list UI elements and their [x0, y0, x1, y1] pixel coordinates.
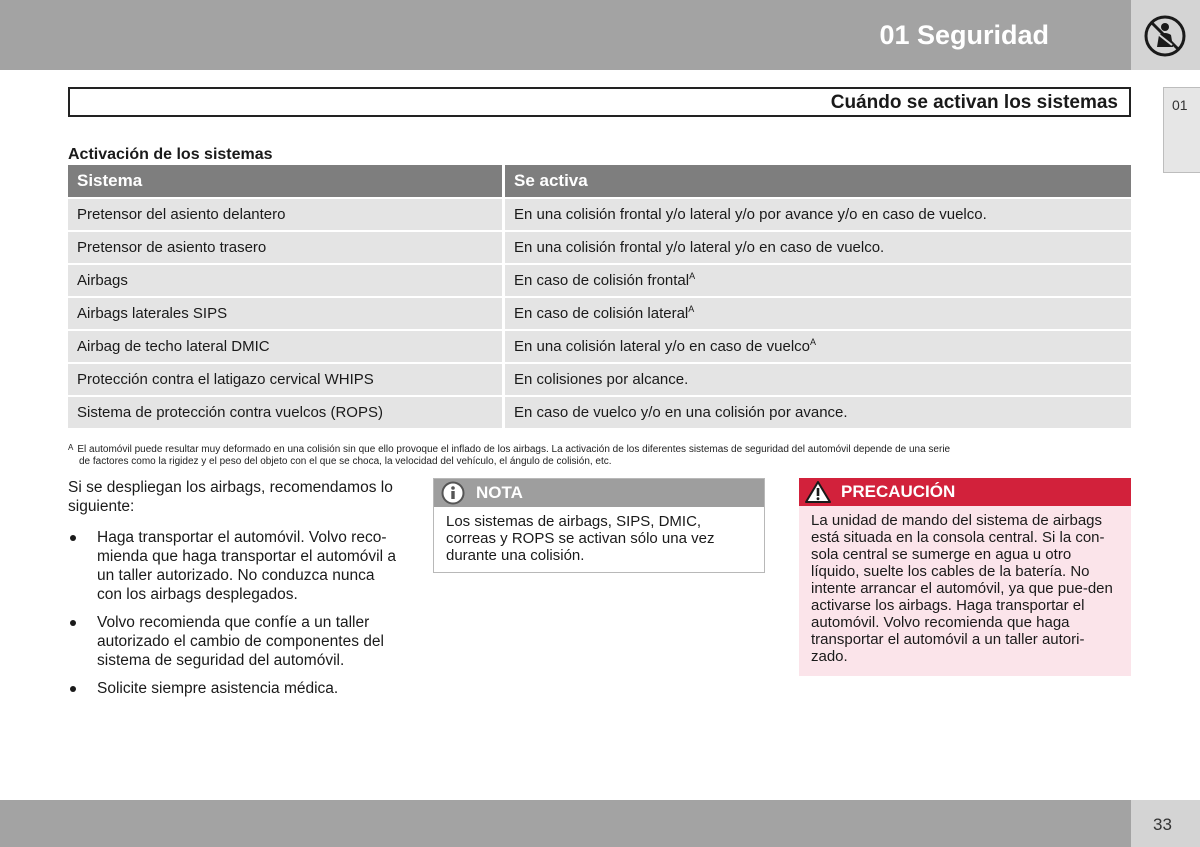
activation-text: En caso de vuelco y/o en una colisión por avance. [514, 404, 848, 421]
activation-cell [505, 263, 1131, 296]
system-cell: Airbags [68, 263, 505, 296]
system-cell: Airbags laterales SIPS [68, 296, 505, 329]
footnote-line-1: El automóvil puede resultar muy deformado en una colisión sin que ello provoque el inflado de los airbags. La activación de los diferentes sistemas de seguridad del automóvil depende de una serie [77, 444, 951, 455]
system-cell: Protección contra el latigazo cervical WHIPS [68, 362, 505, 395]
note-box [433, 478, 765, 573]
footer-bar [0, 800, 1131, 847]
activation-cell [505, 395, 1131, 428]
list-item: Volvo recomienda que confíe a un taller autorizado el cambio de componentes del sistema de seguridad del automóvil. [68, 613, 403, 670]
table-row [68, 329, 1131, 362]
warning-header [799, 478, 1131, 506]
activation-text: En caso de colisión lateral [514, 305, 689, 322]
system-cell: Pretensor de asiento trasero [68, 230, 505, 263]
warning-box [799, 478, 1131, 676]
activation-cell [505, 197, 1131, 230]
systems-table [68, 165, 1131, 428]
footnote-ref: A [689, 271, 696, 281]
note-header [434, 479, 764, 507]
system-cell: Sistema de protección contra vuelcos (ROPS) [68, 395, 505, 428]
info-icon [440, 481, 466, 505]
side-tab-label: 01 [1172, 97, 1188, 113]
intro-section [68, 478, 403, 707]
system-cell: Airbag de techo lateral DMIC [68, 329, 505, 362]
activation-text: En caso de colisión frontal [514, 272, 690, 289]
warning-text: La unidad de mando del sistema de airbags está situada en la consola central. Si la con-sola central se sumerge en agua u otro líquido, suelte los cables de la batería. No intente arrancar el automóvil, ya que pue-den activarse los airbags. Haga transportar el automóvil. Volvo recomienda que haga transportar el automóvil a un taller autori-zado. [811, 512, 1113, 665]
recommendation-list [68, 528, 403, 698]
activation-text: En colisiones por alcance. [514, 371, 689, 388]
activation-cell [505, 362, 1131, 395]
warning-triangle-icon [804, 480, 832, 504]
column-header-activation: Se activa [505, 165, 1131, 197]
activation-text: En una colisión frontal y/o lateral y/o por avance y/o en caso de vuelco. [514, 206, 987, 223]
table-row [68, 362, 1131, 395]
seatbelt-warning-icon [1143, 14, 1187, 58]
list-item: Haga transportar el automóvil. Volvo reco-mienda que haga transportar el automóvil a un taller autorizado. No conduzca nunca con los airbags desplegados. [68, 528, 403, 604]
system-cell: Pretensor del asiento delantero [68, 197, 505, 230]
table-row [68, 263, 1131, 296]
note-title: NOTA [476, 483, 523, 502]
table-row [68, 197, 1131, 230]
footnote-ref: A [688, 304, 695, 314]
activation-cell [505, 329, 1131, 362]
warning-title: PRECAUCIÓN [841, 482, 956, 501]
column-header-system: Sistema [68, 165, 505, 197]
page-number-box [1131, 800, 1200, 847]
table-row [68, 395, 1131, 428]
chapter-icon-box [1131, 0, 1200, 70]
table-footnote [68, 442, 1138, 468]
footnote-line-2: de factores como la rigidez y el peso del objeto con el que se choca, la velocidad del vehículo, el ángulo de colisión, etc. [79, 456, 612, 467]
table-header-row [68, 165, 1131, 197]
note-text: Los sistemas de airbags, SIPS, DMIC, correas y ROPS se activan sólo una vez durante una colisión. [446, 513, 715, 564]
activation-cell [505, 230, 1131, 263]
activation-text: En una colisión frontal y/o lateral y/o en caso de vuelco. [514, 239, 885, 256]
chapter-title: 01 Seguridad [879, 20, 1049, 50]
page-number: 33 [1153, 815, 1172, 834]
header-bar [0, 0, 1131, 70]
table-row [68, 230, 1131, 263]
activation-cell [505, 296, 1131, 329]
section-title-box [68, 87, 1131, 117]
activation-text: En una colisión lateral y/o en caso de vuelco [514, 338, 811, 355]
section-title: Cuándo se activan los sistemas [830, 92, 1118, 113]
intro-text: Si se despliegan los airbags, recomendamos lo siguiente: [68, 479, 393, 515]
list-item: Solicite siempre asistencia médica. [68, 679, 403, 698]
table-row [68, 296, 1131, 329]
footnote-ref: A [810, 337, 817, 347]
footnote-mark: A [68, 443, 74, 452]
chapter-side-tab[interactable] [1163, 87, 1200, 173]
table-title: Activación de los sistemas [68, 146, 273, 163]
